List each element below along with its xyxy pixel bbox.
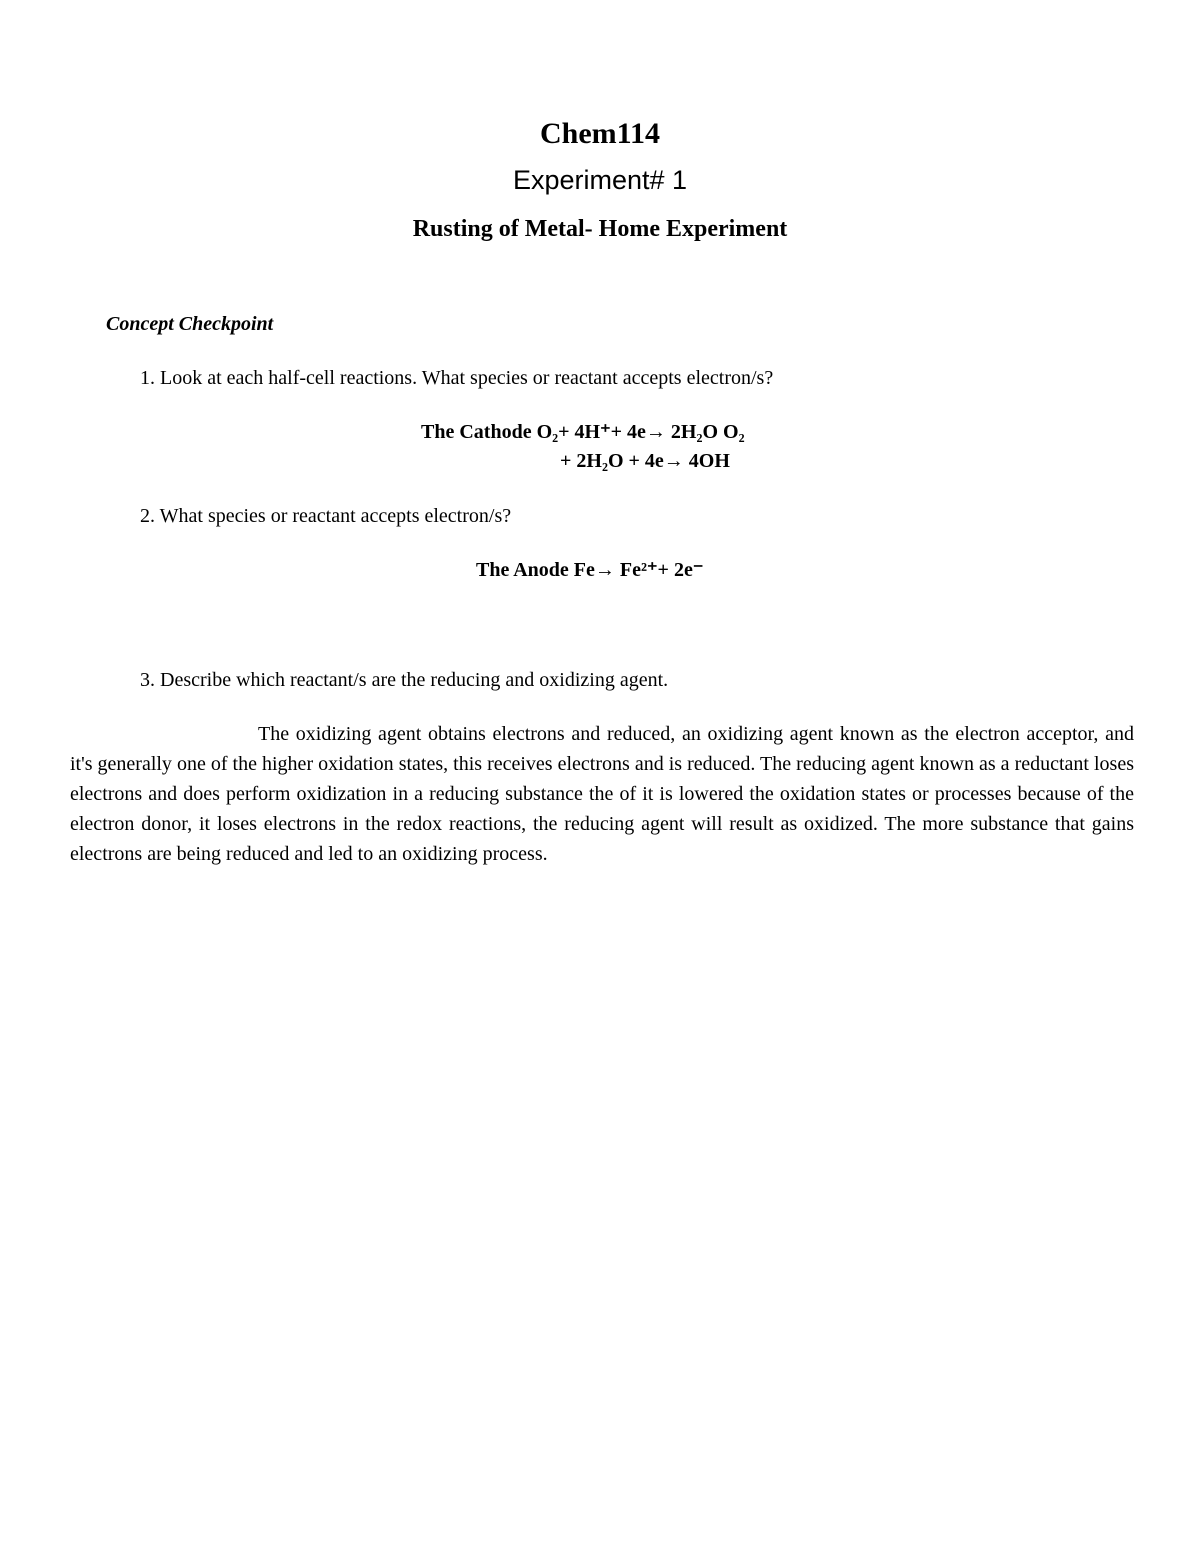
cathode-equation-line-2: + 2H₂O + 4e→ 4OH [560, 450, 730, 472]
course-title: Chem114 [540, 117, 660, 150]
question-1: 1. Look at each half-cell reactions. What species or reactant accepts electron/s? [140, 367, 774, 389]
section-heading: Concept Checkpoint [106, 313, 274, 335]
experiment-number: Experiment# 1 [512, 165, 688, 195]
cathode-equation-line-1: The Cathode O₂+ 4H⁺+ 4e→ 2H₂O O₂ [421, 421, 745, 443]
experiment-title: Rusting of Metal- Home Experiment [412, 216, 788, 242]
answer-paragraph: The oxidizing agent obtains electrons and reduced, an oxidizing agent known as the electron acceptor, and it's generally one of the higher oxidation states, this receives electrons and is reduced. The reducing agent known as a reductant loses electrons and does perform oxidization in a reducing substance the of it is lowered the oxidation states or processes because of the electron donor, it loses electrons in the redox reactions, the reducing agent will result as oxidized. The more substance that gains electrons are being reduced and led to an oxidizing process. [70, 723, 1134, 865]
anode-equation: The Anode Fe→ Fe²⁺+ 2e⁻ [476, 559, 704, 581]
question-2: 2. What species or reactant accepts electron/s? [140, 505, 512, 527]
question-3: 3. Describe which reactant/s are the reducing and oxidizing agent. [140, 669, 669, 691]
